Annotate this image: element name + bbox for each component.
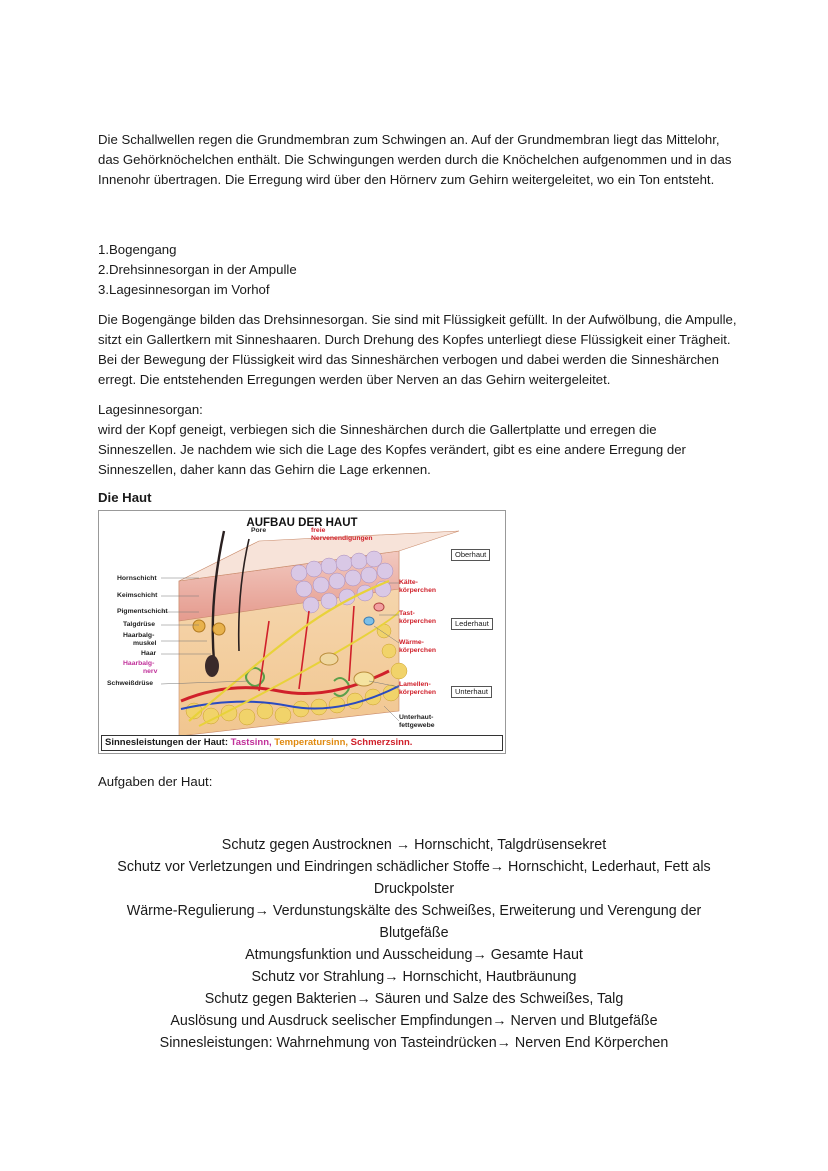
label-tast-1: Tast-: [399, 610, 415, 617]
label-keimschicht: Keimschicht: [117, 592, 158, 599]
caption-sense-touch: Tastsinn,: [230, 737, 272, 748]
label-unterhautfett-2: fettgewebe: [399, 722, 435, 729]
label-pigmentschicht: Pigmentschicht: [117, 608, 168, 615]
tasks-heading: Aufgaben der Haut:: [98, 774, 213, 789]
task-line: Schutz vor Strahlung→ Hornschicht, Hautbräunung: [251, 969, 577, 985]
list-item: 3.Lagesinnesorgan im Vorhof: [98, 282, 270, 297]
diagram-title: AUFBAU DER HAUT: [246, 517, 358, 529]
label-haarbalg-muskel-1: Haarbalg-: [123, 632, 155, 639]
task-line: Schutz gegen Bakterien→ Säuren und Salze des Schweißes, Talg: [204, 991, 624, 1007]
label-free-nerve-2: Nervenendigungen: [311, 535, 373, 542]
position-sense-block: [98, 400, 738, 480]
label-pore: Pore: [251, 527, 267, 534]
label-waerme-2: körperchen: [399, 647, 437, 654]
label-lamellen-1: Lamellen-: [399, 681, 431, 688]
paragraph-position-sense: wird der Kopf geneigt, verbiegen sich die Sinneshärchen durch die Gallertplatte und erregen die Sinneszellen. Je nachdem wie sich die Lage des Kopfes verändert, gibt es eine andere Erregung der Sinneszellen, daher kann das Gehirn die Lage erkennen.: [98, 422, 686, 477]
task-line: Schutz vor Verletzungen und Eindringen schädlicher Stoffe→ Hornschicht, Lederhaut, Fett als Druckpolster: [117, 859, 711, 897]
paragraph-hearing: Die Schallwellen regen die Grundmembran zum Schwingen an. Auf der Grundmembran liegt das Mittelohr, das Gehörknöchelchen enthält. Die Schwingungen werden durch die Knöchelchen aufgenommen und in das Innenohr übertragen. Die Erregung wird über den Hörnerv zum Gehirn weitergeleitet, wo ein Ton entsteht.: [98, 132, 732, 187]
arrow-icon: →: [492, 1013, 507, 1029]
caption-prefix: Sinnesleistungen der Haut:: [105, 737, 228, 748]
label-free-nerve-1: freie: [311, 527, 326, 534]
label-talgdruese: Talgdrüse: [123, 621, 155, 628]
diagram-caption: [101, 735, 503, 751]
arrow-icon: →: [489, 859, 505, 875]
task-line: Schutz gegen Austrocknen → Hornschicht, Talgdrüsensekret: [221, 837, 607, 853]
arrow-icon: →: [496, 1035, 511, 1051]
task-line: Auslösung und Ausdruck seelischer Empfindungen→ Nerven und Blutgefäße: [170, 1013, 658, 1029]
caption-sense-pain: Schmerzsinn.: [350, 737, 413, 748]
skin-illustration: [99, 511, 505, 753]
arrow-icon: →: [472, 947, 487, 963]
label-lamellen-2: körperchen: [399, 689, 437, 696]
label-kaelte-1: Kälte-: [399, 579, 418, 586]
arrow-icon: →: [254, 903, 269, 919]
layer-box-unterhaut: Unterhaut: [451, 686, 492, 698]
arrow-icon: →: [395, 837, 411, 853]
label-waerme-1: Wärme-: [399, 639, 424, 646]
section-heading-skin: Die Haut: [98, 490, 152, 505]
skin-diagram: [98, 510, 506, 754]
label-haarbalg-muskel-2: muskel: [133, 640, 157, 647]
label-kaelte-2: körperchen: [399, 587, 437, 594]
skin-tasks-list: [98, 834, 730, 1054]
label-haarbalg-nerv-1: Haarbalg-: [123, 660, 155, 667]
label-schweissdruese: Schweißdrüse: [107, 680, 154, 687]
document-page: [98, 130, 738, 806]
list-item: 1.Bogengang: [98, 242, 177, 257]
task-line: Sinnesleistungen: Wahrnehmung von Tasteindrücken→ Nerven End Körperchen: [159, 1035, 669, 1051]
label-haar: Haar: [141, 650, 157, 657]
paragraph-rotation-sense: Die Bogengänge bilden das Drehsinnesorgan. Sie sind mit Flüssigkeit gefüllt. In der Aufwölbung, die Ampulle, sitzt ein Gallertkern mit Sinneshaaren. Durch Drehung des Kopfes unterliegt diese Flüssigkeit einer Trägheit. Bei der Bewegung der Flüssigkeit wird das Sinneshärchen verbogen und dabei werden die Sinneshärchen erregt. Die entstehenden Erregungen werden über Nerven an das Gehirn weitergeleitet.: [98, 312, 737, 387]
task-line: Wärme-Regulierung→ Verdunstungskälte des Schweißes, Erweiterung und Verengung der Blutgefäße: [126, 903, 702, 941]
label-unterhautfett-1: Unterhaut-: [399, 714, 434, 721]
position-sense-heading: Lagesinnesorgan:: [98, 402, 203, 417]
layer-box-lederhaut: Lederhaut: [451, 618, 493, 630]
task-line: Atmungsfunktion und Ausscheidung→ Gesamte Haut: [245, 947, 583, 963]
label-hornschicht: Hornschicht: [117, 575, 157, 582]
label-tast-2: körperchen: [399, 618, 437, 625]
list-item: 2.Drehsinnesorgan in der Ampulle: [98, 262, 297, 277]
layer-box-oberhaut: Oberhaut: [451, 549, 490, 561]
label-haarbalg-nerv-2: nerv: [143, 668, 158, 675]
arrow-icon: →: [384, 969, 399, 985]
ear-parts-list: [98, 240, 738, 300]
caption-sense-temperature: Temperatursinn,: [274, 737, 349, 748]
arrow-icon: →: [356, 991, 371, 1007]
